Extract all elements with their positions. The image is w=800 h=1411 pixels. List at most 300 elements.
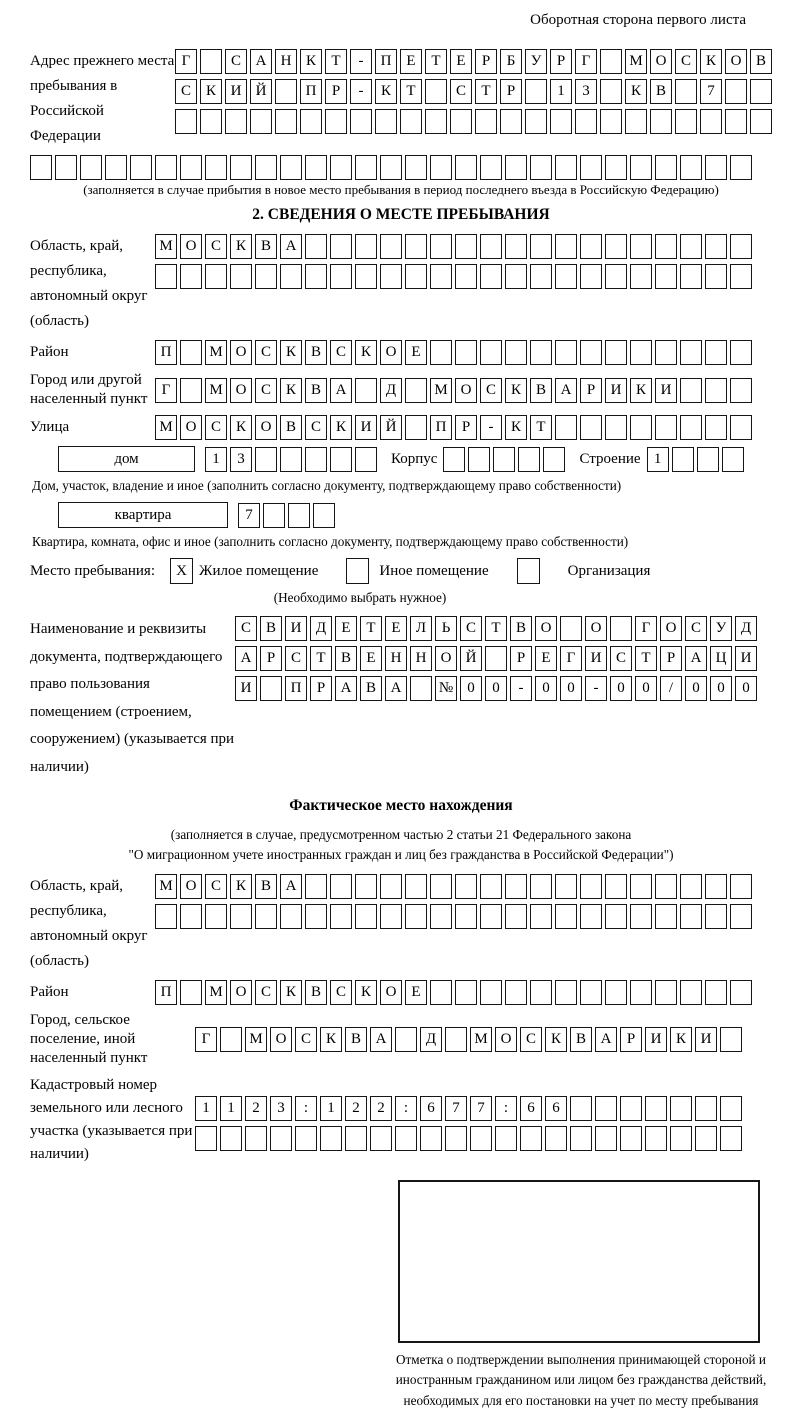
char-cell[interactable] xyxy=(730,378,752,403)
char-cell[interactable]: 7 xyxy=(700,79,722,104)
char-cell[interactable] xyxy=(180,904,202,929)
char-cell[interactable] xyxy=(595,1126,617,1151)
char-cell[interactable] xyxy=(645,1126,667,1151)
char-cell[interactable] xyxy=(175,109,197,134)
char-cell[interactable] xyxy=(680,980,702,1005)
char-cell[interactable]: О xyxy=(255,415,277,440)
char-cell[interactable] xyxy=(630,155,652,180)
char-cell[interactable] xyxy=(730,980,752,1005)
char-cell[interactable] xyxy=(505,874,527,899)
char-cell[interactable] xyxy=(480,904,502,929)
char-cell[interactable]: 2 xyxy=(345,1096,367,1121)
char-cell[interactable] xyxy=(205,264,227,289)
char-cell[interactable]: И xyxy=(235,676,257,701)
char-cell[interactable] xyxy=(543,447,565,472)
char-cell[interactable] xyxy=(630,415,652,440)
char-cell[interactable]: М xyxy=(625,49,647,74)
char-cell[interactable] xyxy=(555,874,577,899)
char-cell[interactable] xyxy=(725,79,747,104)
char-cell[interactable] xyxy=(305,155,327,180)
char-cell[interactable] xyxy=(355,378,377,403)
char-cell[interactable]: 1 xyxy=(647,447,669,472)
char-cell[interactable] xyxy=(655,415,677,440)
char-cell[interactable]: С xyxy=(685,616,707,641)
char-cell[interactable] xyxy=(200,49,222,74)
actual-region-row-1[interactable] xyxy=(155,874,752,899)
char-cell[interactable] xyxy=(720,1126,742,1151)
char-cell[interactable]: О xyxy=(230,378,252,403)
char-cell[interactable] xyxy=(655,340,677,365)
char-cell[interactable]: : xyxy=(395,1096,417,1121)
char-cell[interactable]: К xyxy=(330,415,352,440)
char-cell[interactable]: К xyxy=(200,79,222,104)
char-cell[interactable]: 0 xyxy=(610,676,632,701)
actual-district-row[interactable] xyxy=(155,980,752,1005)
char-cell[interactable] xyxy=(705,340,727,365)
char-cell[interactable]: 0 xyxy=(735,676,757,701)
char-cell[interactable] xyxy=(260,676,282,701)
char-cell[interactable] xyxy=(405,264,427,289)
char-cell[interactable]: И xyxy=(735,646,757,671)
char-cell[interactable] xyxy=(355,264,377,289)
char-cell[interactable] xyxy=(280,904,302,929)
char-cell[interactable] xyxy=(405,378,427,403)
char-cell[interactable]: Г xyxy=(575,49,597,74)
char-cell[interactable] xyxy=(655,980,677,1005)
char-cell[interactable] xyxy=(530,340,552,365)
char-cell[interactable] xyxy=(680,874,702,899)
char-cell[interactable] xyxy=(570,1126,592,1151)
char-cell[interactable]: С xyxy=(225,49,247,74)
char-cell[interactable] xyxy=(330,264,352,289)
house-cells[interactable] xyxy=(205,447,377,472)
char-cell[interactable]: И xyxy=(585,646,607,671)
char-cell[interactable]: Р xyxy=(475,49,497,74)
char-cell[interactable] xyxy=(595,1096,617,1121)
char-cell[interactable] xyxy=(405,904,427,929)
char-cell[interactable] xyxy=(720,1096,742,1121)
char-cell[interactable]: В xyxy=(750,49,772,74)
char-cell[interactable] xyxy=(445,1027,467,1052)
char-cell[interactable] xyxy=(263,503,285,528)
char-cell[interactable] xyxy=(680,155,702,180)
char-cell[interactable] xyxy=(130,155,152,180)
char-cell[interactable] xyxy=(600,49,622,74)
char-cell[interactable] xyxy=(730,904,752,929)
char-cell[interactable]: С xyxy=(330,340,352,365)
char-cell[interactable] xyxy=(705,415,727,440)
char-cell[interactable] xyxy=(305,234,327,259)
char-cell[interactable] xyxy=(505,904,527,929)
char-cell[interactable] xyxy=(550,109,572,134)
char-cell[interactable] xyxy=(455,234,477,259)
char-cell[interactable] xyxy=(480,155,502,180)
char-cell[interactable] xyxy=(430,980,452,1005)
char-cell[interactable] xyxy=(555,234,577,259)
char-cell[interactable] xyxy=(443,447,465,472)
char-cell[interactable]: Т xyxy=(425,49,447,74)
char-cell[interactable] xyxy=(630,874,652,899)
prev-address-row-3[interactable] xyxy=(175,109,772,134)
char-cell[interactable] xyxy=(275,79,297,104)
char-cell[interactable] xyxy=(80,155,102,180)
char-cell[interactable] xyxy=(505,234,527,259)
char-cell[interactable]: С xyxy=(255,378,277,403)
char-cell[interactable]: 1 xyxy=(220,1096,242,1121)
char-cell[interactable] xyxy=(695,1126,717,1151)
char-cell[interactable] xyxy=(380,904,402,929)
char-cell[interactable]: К xyxy=(700,49,722,74)
char-cell[interactable] xyxy=(520,1126,542,1151)
char-cell[interactable] xyxy=(705,234,727,259)
cadastral-row-2[interactable] xyxy=(195,1126,742,1151)
char-cell[interactable] xyxy=(555,264,577,289)
char-cell[interactable] xyxy=(705,378,727,403)
char-cell[interactable]: 1 xyxy=(205,447,227,472)
char-cell[interactable] xyxy=(580,904,602,929)
char-cell[interactable] xyxy=(155,264,177,289)
char-cell[interactable]: 1 xyxy=(320,1096,342,1121)
char-cell[interactable] xyxy=(655,904,677,929)
char-cell[interactable] xyxy=(680,264,702,289)
char-cell[interactable]: 0 xyxy=(560,676,582,701)
char-cell[interactable] xyxy=(300,109,322,134)
char-cell[interactable] xyxy=(30,155,52,180)
char-cell[interactable] xyxy=(580,264,602,289)
char-cell[interactable]: - xyxy=(480,415,502,440)
char-cell[interactable] xyxy=(455,904,477,929)
char-cell[interactable] xyxy=(680,904,702,929)
char-cell[interactable]: С xyxy=(285,646,307,671)
stroenie-cells[interactable] xyxy=(647,447,744,472)
char-cell[interactable]: К xyxy=(280,980,302,1005)
char-cell[interactable]: Ц xyxy=(710,646,732,671)
char-cell[interactable]: Н xyxy=(275,49,297,74)
char-cell[interactable]: К xyxy=(670,1027,692,1052)
char-cell[interactable] xyxy=(580,874,602,899)
char-cell[interactable] xyxy=(620,1096,642,1121)
char-cell[interactable] xyxy=(430,234,452,259)
char-cell[interactable] xyxy=(705,264,727,289)
char-cell[interactable]: Р xyxy=(510,646,532,671)
char-cell[interactable]: С xyxy=(610,646,632,671)
char-cell[interactable] xyxy=(195,1126,217,1151)
cadastral-row-1[interactable] xyxy=(195,1096,742,1121)
char-cell[interactable]: 0 xyxy=(485,676,507,701)
char-cell[interactable]: С xyxy=(675,49,697,74)
apartment-cells[interactable] xyxy=(238,503,335,528)
char-cell[interactable] xyxy=(705,904,727,929)
char-cell[interactable] xyxy=(705,155,727,180)
char-cell[interactable] xyxy=(630,904,652,929)
char-cell[interactable] xyxy=(370,1126,392,1151)
char-cell[interactable]: 1 xyxy=(550,79,572,104)
char-cell[interactable]: И xyxy=(225,79,247,104)
char-cell[interactable] xyxy=(180,340,202,365)
char-cell[interactable] xyxy=(555,904,577,929)
char-cell[interactable]: У xyxy=(710,616,732,641)
char-cell[interactable]: 7 xyxy=(470,1096,492,1121)
char-cell[interactable]: И xyxy=(645,1027,667,1052)
char-cell[interactable] xyxy=(625,109,647,134)
char-cell[interactable] xyxy=(355,447,377,472)
char-cell[interactable] xyxy=(525,109,547,134)
char-cell[interactable]: А xyxy=(335,676,357,701)
char-cell[interactable] xyxy=(530,980,552,1005)
char-cell[interactable]: 0 xyxy=(685,676,707,701)
char-cell[interactable] xyxy=(230,155,252,180)
char-cell[interactable]: № xyxy=(435,676,457,701)
char-cell[interactable]: 6 xyxy=(545,1096,567,1121)
char-cell[interactable] xyxy=(325,109,347,134)
char-cell[interactable]: П xyxy=(155,340,177,365)
char-cell[interactable]: Е xyxy=(405,340,427,365)
char-cell[interactable]: Р xyxy=(310,676,332,701)
char-cell[interactable]: К xyxy=(230,415,252,440)
char-cell[interactable]: А xyxy=(330,378,352,403)
char-cell[interactable]: Т xyxy=(475,79,497,104)
char-cell[interactable]: П xyxy=(285,676,307,701)
char-cell[interactable]: 1 xyxy=(195,1096,217,1121)
char-cell[interactable] xyxy=(455,980,477,1005)
char-cell[interactable] xyxy=(180,980,202,1005)
char-cell[interactable]: Г xyxy=(195,1027,217,1052)
char-cell[interactable]: М xyxy=(205,340,227,365)
char-cell[interactable]: О xyxy=(380,340,402,365)
char-cell[interactable] xyxy=(313,503,335,528)
char-cell[interactable] xyxy=(720,1027,742,1052)
char-cell[interactable]: Т xyxy=(360,616,382,641)
char-cell[interactable] xyxy=(580,415,602,440)
char-cell[interactable] xyxy=(650,109,672,134)
char-cell[interactable]: 0 xyxy=(635,676,657,701)
char-cell[interactable]: О xyxy=(230,980,252,1005)
char-cell[interactable] xyxy=(505,340,527,365)
char-cell[interactable] xyxy=(305,874,327,899)
char-cell[interactable] xyxy=(605,874,627,899)
char-cell[interactable] xyxy=(405,415,427,440)
char-cell[interactable] xyxy=(410,676,432,701)
char-cell[interactable] xyxy=(493,447,515,472)
char-cell[interactable]: В xyxy=(255,234,277,259)
char-cell[interactable] xyxy=(505,264,527,289)
char-cell[interactable]: С xyxy=(205,234,227,259)
char-cell[interactable]: О xyxy=(270,1027,292,1052)
char-cell[interactable] xyxy=(555,980,577,1005)
char-cell[interactable]: П xyxy=(430,415,452,440)
char-cell[interactable]: Р xyxy=(455,415,477,440)
char-cell[interactable] xyxy=(280,447,302,472)
char-cell[interactable]: - xyxy=(350,79,372,104)
prev-address-row-1[interactable] xyxy=(175,49,772,74)
char-cell[interactable] xyxy=(655,155,677,180)
char-cell[interactable] xyxy=(255,155,277,180)
char-cell[interactable] xyxy=(205,155,227,180)
char-cell[interactable] xyxy=(575,109,597,134)
char-cell[interactable] xyxy=(600,79,622,104)
char-cell[interactable]: Р xyxy=(550,49,572,74)
char-cell[interactable] xyxy=(405,874,427,899)
char-cell[interactable]: К xyxy=(375,79,397,104)
prev-address-row-2[interactable] xyxy=(175,79,772,104)
char-cell[interactable] xyxy=(305,447,327,472)
char-cell[interactable] xyxy=(705,980,727,1005)
char-cell[interactable] xyxy=(670,1096,692,1121)
char-cell[interactable]: М xyxy=(430,378,452,403)
char-cell[interactable]: Д xyxy=(380,378,402,403)
char-cell[interactable]: М xyxy=(155,874,177,899)
char-cell[interactable] xyxy=(555,415,577,440)
char-cell[interactable]: Е xyxy=(450,49,472,74)
char-cell[interactable]: 0 xyxy=(460,676,482,701)
char-cell[interactable]: О xyxy=(650,49,672,74)
char-cell[interactable] xyxy=(330,874,352,899)
char-cell[interactable] xyxy=(495,1126,517,1151)
char-cell[interactable]: - xyxy=(510,676,532,701)
char-cell[interactable] xyxy=(680,234,702,259)
char-cell[interactable]: К xyxy=(625,79,647,104)
char-cell[interactable]: В xyxy=(305,980,327,1005)
char-cell[interactable] xyxy=(750,79,772,104)
char-cell[interactable]: Е xyxy=(385,616,407,641)
stay-type-checkbox-organization[interactable] xyxy=(517,558,540,584)
char-cell[interactable] xyxy=(605,264,627,289)
char-cell[interactable] xyxy=(320,1126,342,1151)
char-cell[interactable] xyxy=(288,503,310,528)
char-cell[interactable]: Т xyxy=(635,646,657,671)
char-cell[interactable]: М xyxy=(470,1027,492,1052)
char-cell[interactable]: 3 xyxy=(230,447,252,472)
char-cell[interactable] xyxy=(430,155,452,180)
char-cell[interactable] xyxy=(560,616,582,641)
char-cell[interactable] xyxy=(545,1126,567,1151)
char-cell[interactable]: В xyxy=(570,1027,592,1052)
char-cell[interactable] xyxy=(555,155,577,180)
char-cell[interactable] xyxy=(480,264,502,289)
char-cell[interactable] xyxy=(730,155,752,180)
char-cell[interactable] xyxy=(455,874,477,899)
char-cell[interactable]: Н xyxy=(410,646,432,671)
char-cell[interactable] xyxy=(605,155,627,180)
char-cell[interactable] xyxy=(220,1126,242,1151)
char-cell[interactable]: Т xyxy=(485,616,507,641)
char-cell[interactable]: В xyxy=(360,676,382,701)
char-cell[interactable]: О xyxy=(180,415,202,440)
char-cell[interactable] xyxy=(355,234,377,259)
char-cell[interactable]: К xyxy=(355,980,377,1005)
char-cell[interactable] xyxy=(375,109,397,134)
char-cell[interactable] xyxy=(330,447,352,472)
char-cell[interactable]: 2 xyxy=(370,1096,392,1121)
char-cell[interactable]: С xyxy=(205,874,227,899)
char-cell[interactable] xyxy=(475,109,497,134)
district-row[interactable] xyxy=(155,340,752,365)
char-cell[interactable] xyxy=(470,1126,492,1151)
char-cell[interactable] xyxy=(250,109,272,134)
char-cell[interactable] xyxy=(425,109,447,134)
char-cell[interactable]: У xyxy=(525,49,547,74)
char-cell[interactable]: : xyxy=(495,1096,517,1121)
char-cell[interactable]: Г xyxy=(560,646,582,671)
char-cell[interactable]: Е xyxy=(405,980,427,1005)
char-cell[interactable] xyxy=(705,874,727,899)
char-cell[interactable]: И xyxy=(605,378,627,403)
char-cell[interactable] xyxy=(730,340,752,365)
char-cell[interactable] xyxy=(480,340,502,365)
char-cell[interactable] xyxy=(505,155,527,180)
char-cell[interactable]: Г xyxy=(155,378,177,403)
char-cell[interactable]: П xyxy=(300,79,322,104)
char-cell[interactable] xyxy=(480,234,502,259)
char-cell[interactable] xyxy=(518,447,540,472)
char-cell[interactable] xyxy=(180,155,202,180)
char-cell[interactable] xyxy=(722,447,744,472)
char-cell[interactable]: А xyxy=(385,676,407,701)
char-cell[interactable] xyxy=(480,874,502,899)
region-row-1[interactable] xyxy=(155,234,752,259)
stay-type-checkbox-other-premises[interactable] xyxy=(346,558,369,584)
char-cell[interactable]: И xyxy=(655,378,677,403)
char-cell[interactable] xyxy=(55,155,77,180)
char-cell[interactable] xyxy=(468,447,490,472)
char-cell[interactable] xyxy=(275,109,297,134)
char-cell[interactable]: В xyxy=(305,378,327,403)
char-cell[interactable]: 7 xyxy=(238,503,260,528)
char-cell[interactable]: О xyxy=(180,234,202,259)
char-cell[interactable] xyxy=(345,1126,367,1151)
char-cell[interactable]: С xyxy=(205,415,227,440)
char-cell[interactable] xyxy=(580,340,602,365)
char-cell[interactable] xyxy=(697,447,719,472)
char-cell[interactable] xyxy=(530,904,552,929)
char-cell[interactable]: О xyxy=(230,340,252,365)
char-cell[interactable] xyxy=(672,447,694,472)
char-cell[interactable] xyxy=(255,904,277,929)
char-cell[interactable] xyxy=(395,1027,417,1052)
char-cell[interactable]: Р xyxy=(325,79,347,104)
char-cell[interactable]: Ь xyxy=(435,616,457,641)
korpus-cells[interactable] xyxy=(443,447,565,472)
char-cell[interactable] xyxy=(180,264,202,289)
char-cell[interactable]: П xyxy=(375,49,397,74)
char-cell[interactable] xyxy=(695,1096,717,1121)
char-cell[interactable]: А xyxy=(250,49,272,74)
char-cell[interactable] xyxy=(680,415,702,440)
char-cell[interactable]: С xyxy=(460,616,482,641)
actual-city-row[interactable] xyxy=(195,1027,742,1052)
char-cell[interactable] xyxy=(330,234,352,259)
char-cell[interactable]: О xyxy=(495,1027,517,1052)
char-cell[interactable]: О xyxy=(725,49,747,74)
char-cell[interactable]: О xyxy=(380,980,402,1005)
char-cell[interactable]: В xyxy=(650,79,672,104)
char-cell[interactable] xyxy=(200,109,222,134)
char-cell[interactable] xyxy=(245,1126,267,1151)
char-cell[interactable]: В xyxy=(280,415,302,440)
char-cell[interactable]: / xyxy=(660,676,682,701)
char-cell[interactable] xyxy=(605,980,627,1005)
char-cell[interactable] xyxy=(680,340,702,365)
char-cell[interactable] xyxy=(420,1126,442,1151)
char-cell[interactable]: К xyxy=(355,340,377,365)
char-cell[interactable]: 0 xyxy=(710,676,732,701)
char-cell[interactable]: К xyxy=(320,1027,342,1052)
char-cell[interactable]: С xyxy=(450,79,472,104)
char-cell[interactable] xyxy=(605,904,627,929)
char-cell[interactable] xyxy=(630,234,652,259)
char-cell[interactable] xyxy=(610,616,632,641)
char-cell[interactable] xyxy=(225,109,247,134)
